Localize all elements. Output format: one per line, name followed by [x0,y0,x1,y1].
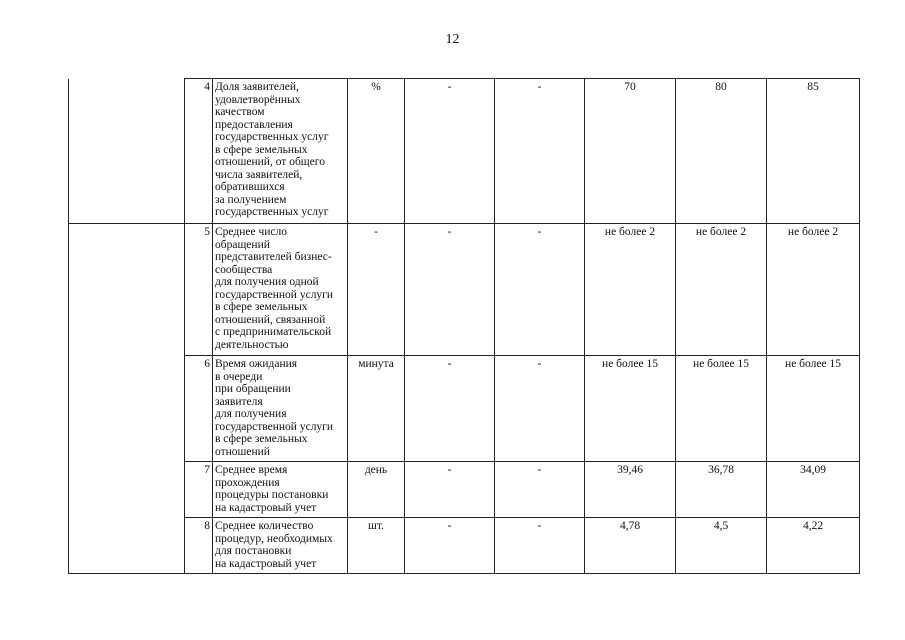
section-cell [69,518,185,574]
unit-cell: день [348,462,405,518]
value-cell: не более 15 [585,356,676,462]
row-number: 7 [185,462,213,518]
section-cell [69,224,185,356]
value-cell: - [495,356,585,462]
indicator-name-line: Среднее количество [215,520,314,532]
value-cell: 4,5 [676,518,767,574]
indicator-name-line: для получения одной [215,276,319,288]
indicator-name-line: представителей бизнес- [215,251,332,263]
unit-cell: - [348,224,405,356]
value-cell: 70 [585,79,676,224]
indicator-name-line: при обращении [215,383,291,395]
value-cell: 36,78 [676,462,767,518]
indicator-name-line: в сфере земельных [215,301,308,313]
value-cell: 39,46 [585,462,676,518]
value-cell: не более 15 [767,356,860,462]
indicator-name-line: Доля заявителей, [215,81,299,93]
value-cell: - [405,356,495,462]
indicator-name [213,462,348,518]
indicator-name-line: в сфере земельных [215,143,308,156]
indicator-name [213,518,348,574]
indicator-name-line: государственной услуги [215,420,334,433]
table-row [69,79,860,224]
indicator-name-line: предоставления [215,118,293,131]
row-number: 5 [185,224,213,356]
indicator-name-line: качеством [215,106,265,118]
indicator-name-line: Время ожидания [215,358,298,370]
section-cell [69,462,185,518]
row-number: 4 [185,79,213,224]
section-cell [69,79,185,224]
value-cell: 4,22 [767,518,860,574]
page-number: 12 [445,32,460,47]
indicator-name-line: отношений [215,445,270,458]
table-row [69,462,860,518]
indicator-name-line: заявителя [215,395,263,408]
indicator-name-line: процедуры постановки [215,489,329,501]
row-number: 8 [185,518,213,574]
indicator-name-line: для постановки [215,545,292,557]
indicator-name [213,356,348,462]
indicators-table [68,78,860,574]
indicator-name-line: в очереди [215,370,263,383]
value-cell: не более 2 [676,224,767,356]
value-cell: 34,09 [767,462,860,518]
indicator-name-line: числа заявителей, [215,168,303,181]
table-row [69,356,860,462]
unit-cell: минута [348,356,405,462]
indicator-name-line: на кадастровый учет [215,501,317,514]
value-cell: - [405,79,495,224]
indicator-name-line: за получением [215,193,287,206]
value-cell: не более 2 [767,224,860,356]
unit-cell: шт. [348,518,405,574]
value-cell: - [495,224,585,356]
indicator-name-line: удовлетворённых [215,93,301,106]
value-cell: 4,78 [585,518,676,574]
table-row [69,518,860,574]
value-cell: - [495,462,585,518]
value-cell: - [405,224,495,356]
indicator-name [213,224,348,356]
indicator-name-line: прохождения [215,476,280,489]
indicator-name-line: для получения [215,408,287,420]
indicator-name-line: отношений, от общего [215,156,325,168]
value-cell: - [495,518,585,574]
indicator-name-line: процедур, необходимых [215,532,333,545]
indicator-name-line: с предпринимательской [215,326,332,338]
value-cell: - [495,79,585,224]
indicator-name-line: обращений [215,238,270,251]
value-cell: 85 [767,79,860,224]
indicator-name-line: обратившихся [215,181,285,193]
indicator-name-line: государственных услуг [215,206,329,218]
unit-cell: % [348,79,405,224]
value-cell: - [405,518,495,574]
indicator-name-line: сообщества [215,263,273,276]
value-cell: - [405,462,495,518]
section-cell [69,356,185,462]
table-row [69,224,860,356]
indicator-name-line: Среднее число [215,226,287,238]
value-cell: не более 15 [676,356,767,462]
indicator-name [213,79,348,224]
indicator-name-line: отношений, связанной [215,313,326,326]
indicator-name-line: деятельностью [215,338,289,351]
indicator-name-line: Среднее время [215,464,288,476]
indicator-name-line: на кадастровый учет [215,557,317,570]
value-cell: 80 [676,79,767,224]
indicator-name-line: государственной услуги [215,288,334,301]
indicator-name-line: в сфере земельных [215,433,308,445]
indicator-name-line: государственных услуг [215,131,329,143]
value-cell: не более 2 [585,224,676,356]
row-number: 6 [185,356,213,462]
